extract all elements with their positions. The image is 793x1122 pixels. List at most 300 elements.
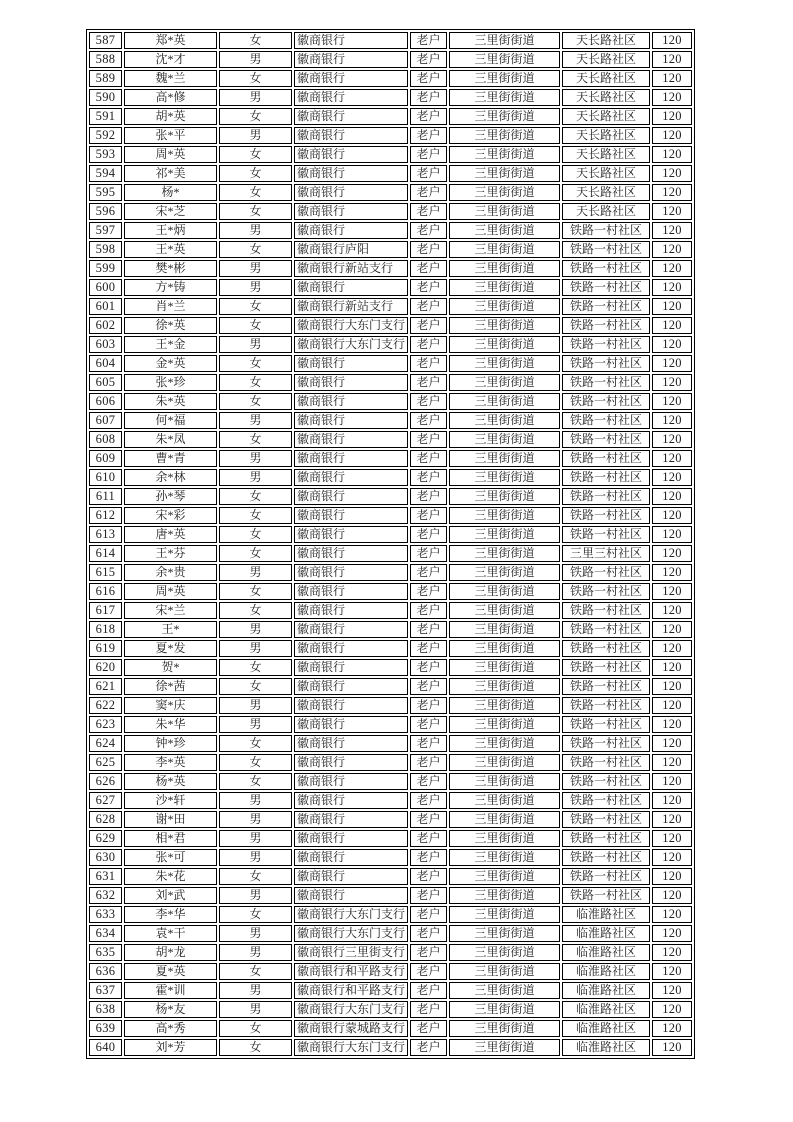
cell-gender: 女 <box>219 298 292 315</box>
cell-bank: 徽商银行 <box>294 355 408 372</box>
cell-account-type: 老户 <box>410 431 447 448</box>
cell-person-name: 沙*轩 <box>124 792 217 809</box>
cell-gender: 女 <box>219 431 292 448</box>
cell-gender: 女 <box>219 1039 292 1056</box>
cell-row-number: 605 <box>89 374 122 391</box>
table-row <box>89 830 692 847</box>
cell-person-name: 周*英 <box>124 146 217 163</box>
cell-community: 铁路一村社区 <box>562 336 650 353</box>
cell-community: 铁路一村社区 <box>562 792 650 809</box>
cell-street: 三里街街道 <box>449 982 560 999</box>
cell-street: 三里街街道 <box>449 716 560 733</box>
cell-person-name: 高*秀 <box>124 1020 217 1037</box>
cell-amount: 120 <box>652 602 692 619</box>
cell-street: 三里街街道 <box>449 602 560 619</box>
cell-person-name: 杨*友 <box>124 1001 217 1018</box>
cell-amount: 120 <box>652 659 692 676</box>
cell-account-type: 老户 <box>410 51 447 68</box>
cell-bank: 徽商银行 <box>294 602 408 619</box>
cell-gender: 女 <box>219 374 292 391</box>
cell-amount: 120 <box>652 640 692 657</box>
cell-row-number: 633 <box>89 906 122 923</box>
cell-amount: 120 <box>652 678 692 695</box>
cell-account-type: 老户 <box>410 507 447 524</box>
table-row <box>89 811 692 828</box>
table-row <box>89 450 692 467</box>
table-row <box>89 70 692 87</box>
cell-gender: 女 <box>219 317 292 334</box>
cell-gender: 男 <box>219 925 292 942</box>
cell-row-number: 601 <box>89 298 122 315</box>
cell-account-type: 老户 <box>410 564 447 581</box>
table-row <box>89 469 692 486</box>
table-row <box>89 374 692 391</box>
cell-person-name: 张*珍 <box>124 374 217 391</box>
cell-street: 三里街街道 <box>449 146 560 163</box>
cell-amount: 120 <box>652 108 692 125</box>
cell-street: 三里街街道 <box>449 925 560 942</box>
cell-amount: 120 <box>652 51 692 68</box>
cell-account-type: 老户 <box>410 640 447 657</box>
cell-account-type: 老户 <box>410 222 447 239</box>
cell-account-type: 老户 <box>410 146 447 163</box>
table-row <box>89 412 692 429</box>
cell-row-number: 638 <box>89 1001 122 1018</box>
cell-gender: 女 <box>219 1020 292 1037</box>
cell-account-type: 老户 <box>410 412 447 429</box>
cell-bank: 徽商银行 <box>294 792 408 809</box>
cell-account-type: 老户 <box>410 165 447 182</box>
cell-bank: 徽商银行 <box>294 697 408 714</box>
cell-community: 铁路一村社区 <box>562 355 650 372</box>
cell-person-name: 刘*芳 <box>124 1039 217 1056</box>
cell-person-name: 朱*华 <box>124 716 217 733</box>
cell-community: 铁路一村社区 <box>562 754 650 771</box>
table-row <box>89 203 692 220</box>
cell-row-number: 626 <box>89 773 122 790</box>
cell-bank: 徽商银行 <box>294 507 408 524</box>
cell-row-number: 596 <box>89 203 122 220</box>
cell-street: 三里街街道 <box>449 32 560 49</box>
cell-community: 天长路社区 <box>562 51 650 68</box>
cell-person-name: 刘*武 <box>124 887 217 904</box>
cell-person-name: 张*平 <box>124 127 217 144</box>
table-row <box>89 51 692 68</box>
cell-gender: 男 <box>219 944 292 961</box>
cell-community: 临淮路社区 <box>562 944 650 961</box>
table-row <box>89 621 692 638</box>
cell-community: 天长路社区 <box>562 89 650 106</box>
cell-gender: 男 <box>219 621 292 638</box>
cell-row-number: 587 <box>89 32 122 49</box>
cell-row-number: 615 <box>89 564 122 581</box>
cell-community: 铁路一村社区 <box>562 526 650 543</box>
cell-gender: 男 <box>219 336 292 353</box>
table-row <box>89 184 692 201</box>
cell-gender: 女 <box>219 678 292 695</box>
cell-row-number: 632 <box>89 887 122 904</box>
cell-bank: 徽商银行 <box>294 773 408 790</box>
cell-person-name: 何*福 <box>124 412 217 429</box>
cell-bank: 徽商银行 <box>294 203 408 220</box>
table-row <box>89 279 692 296</box>
cell-community: 铁路一村社区 <box>562 393 650 410</box>
cell-community: 铁路一村社区 <box>562 697 650 714</box>
cell-gender: 男 <box>219 811 292 828</box>
cell-account-type: 老户 <box>410 450 447 467</box>
cell-person-name: 王* <box>124 621 217 638</box>
cell-street: 三里街街道 <box>449 203 560 220</box>
cell-row-number: 628 <box>89 811 122 828</box>
table-row <box>89 488 692 505</box>
cell-amount: 120 <box>652 488 692 505</box>
cell-bank: 徽商银行 <box>294 51 408 68</box>
cell-community: 铁路一村社区 <box>562 298 650 315</box>
cell-account-type: 老户 <box>410 963 447 980</box>
cell-bank: 徽商银行 <box>294 678 408 695</box>
cell-account-type: 老户 <box>410 792 447 809</box>
cell-account-type: 老户 <box>410 393 447 410</box>
cell-gender: 女 <box>219 754 292 771</box>
cell-street: 三里街街道 <box>449 887 560 904</box>
cell-account-type: 老户 <box>410 621 447 638</box>
cell-account-type: 老户 <box>410 773 447 790</box>
cell-bank: 徽商银行 <box>294 108 408 125</box>
cell-account-type: 老户 <box>410 317 447 334</box>
cell-community: 铁路一村社区 <box>562 450 650 467</box>
cell-bank: 徽商银行 <box>294 716 408 733</box>
cell-gender: 女 <box>219 963 292 980</box>
cell-person-name: 徐*茜 <box>124 678 217 695</box>
cell-account-type: 老户 <box>410 469 447 486</box>
cell-person-name: 朱*凤 <box>124 431 217 448</box>
cell-gender: 男 <box>219 260 292 277</box>
table-row <box>89 716 692 733</box>
cell-amount: 120 <box>652 412 692 429</box>
cell-street: 三里街街道 <box>449 184 560 201</box>
cell-street: 三里街街道 <box>449 697 560 714</box>
cell-community: 天长路社区 <box>562 70 650 87</box>
cell-gender: 女 <box>219 203 292 220</box>
cell-person-name: 胡*英 <box>124 108 217 125</box>
cell-amount: 120 <box>652 184 692 201</box>
cell-person-name: 窦*庆 <box>124 697 217 714</box>
cell-bank: 徽商银行大东门支行 <box>294 1039 408 1056</box>
cell-account-type: 老户 <box>410 336 447 353</box>
cell-street: 三里街街道 <box>449 754 560 771</box>
cell-amount: 120 <box>652 735 692 752</box>
cell-street: 三里街街道 <box>449 564 560 581</box>
cell-community: 铁路一村社区 <box>562 488 650 505</box>
cell-row-number: 599 <box>89 260 122 277</box>
cell-street: 三里街街道 <box>449 640 560 657</box>
table-row <box>89 507 692 524</box>
table-row <box>89 659 692 676</box>
cell-amount: 120 <box>652 317 692 334</box>
cell-row-number: 611 <box>89 488 122 505</box>
cell-street: 三里街街道 <box>449 906 560 923</box>
cell-account-type: 老户 <box>410 203 447 220</box>
cell-amount: 120 <box>652 146 692 163</box>
cell-amount: 120 <box>652 944 692 961</box>
cell-person-name: 王*炳 <box>124 222 217 239</box>
table-row <box>89 108 692 125</box>
cell-account-type: 老户 <box>410 241 447 258</box>
cell-row-number: 614 <box>89 545 122 562</box>
cell-community: 铁路一村社区 <box>562 678 650 695</box>
cell-bank: 徽商银行 <box>294 621 408 638</box>
cell-bank: 徽商银行 <box>294 127 408 144</box>
cell-person-name: 沈*才 <box>124 51 217 68</box>
cell-bank: 徽商银行和平路支行 <box>294 963 408 980</box>
cell-community: 铁路一村社区 <box>562 830 650 847</box>
cell-person-name: 胡*龙 <box>124 944 217 961</box>
table-row <box>89 127 692 144</box>
cell-gender: 女 <box>219 488 292 505</box>
cell-row-number: 636 <box>89 963 122 980</box>
cell-gender: 女 <box>219 241 292 258</box>
cell-street: 三里街街道 <box>449 488 560 505</box>
cell-amount: 120 <box>652 279 692 296</box>
cell-bank: 徽商银行 <box>294 488 408 505</box>
cell-bank: 徽商银行 <box>294 754 408 771</box>
cell-street: 三里街街道 <box>449 393 560 410</box>
cell-row-number: 620 <box>89 659 122 676</box>
cell-account-type: 老户 <box>410 184 447 201</box>
cell-account-type: 老户 <box>410 89 447 106</box>
cell-community: 三里三村社区 <box>562 545 650 562</box>
cell-amount: 120 <box>652 336 692 353</box>
cell-amount: 120 <box>652 868 692 885</box>
cell-account-type: 老户 <box>410 678 447 695</box>
cell-street: 三里街街道 <box>449 792 560 809</box>
cell-amount: 120 <box>652 374 692 391</box>
cell-street: 三里街街道 <box>449 70 560 87</box>
table-row <box>89 868 692 885</box>
cell-amount: 120 <box>652 583 692 600</box>
cell-street: 三里街街道 <box>449 1020 560 1037</box>
cell-street: 三里街街道 <box>449 944 560 961</box>
cell-amount: 120 <box>652 70 692 87</box>
cell-gender: 女 <box>219 602 292 619</box>
cell-street: 三里街街道 <box>449 241 560 258</box>
cell-street: 三里街街道 <box>449 507 560 524</box>
cell-gender: 女 <box>219 906 292 923</box>
cell-street: 三里街街道 <box>449 165 560 182</box>
cell-row-number: 627 <box>89 792 122 809</box>
cell-bank: 徽商银行大东门支行 <box>294 906 408 923</box>
cell-amount: 120 <box>652 1020 692 1037</box>
cell-gender: 男 <box>219 127 292 144</box>
cell-gender: 女 <box>219 583 292 600</box>
cell-gender: 男 <box>219 697 292 714</box>
table-row <box>89 1039 692 1056</box>
cell-row-number: 600 <box>89 279 122 296</box>
cell-account-type: 老户 <box>410 830 447 847</box>
table-row <box>89 564 692 581</box>
cell-row-number: 593 <box>89 146 122 163</box>
cell-person-name: 杨*英 <box>124 773 217 790</box>
cell-row-number: 594 <box>89 165 122 182</box>
table-row <box>89 887 692 904</box>
cell-bank: 徽商银行 <box>294 887 408 904</box>
cell-community: 铁路一村社区 <box>562 222 650 239</box>
cell-bank: 徽商银行大东门支行 <box>294 317 408 334</box>
cell-bank: 徽商银行和平路支行 <box>294 982 408 999</box>
cell-row-number: 640 <box>89 1039 122 1056</box>
cell-person-name: 钟*珍 <box>124 735 217 752</box>
cell-account-type: 老户 <box>410 716 447 733</box>
cell-person-name: 王*芬 <box>124 545 217 562</box>
cell-gender: 男 <box>219 89 292 106</box>
cell-account-type: 老户 <box>410 298 447 315</box>
cell-bank: 徽商银行 <box>294 412 408 429</box>
cell-account-type: 老户 <box>410 925 447 942</box>
cell-gender: 男 <box>219 412 292 429</box>
cell-gender: 女 <box>219 526 292 543</box>
cell-person-name: 宋*芝 <box>124 203 217 220</box>
cell-row-number: 631 <box>89 868 122 885</box>
cell-amount: 120 <box>652 982 692 999</box>
cell-bank: 徽商银行 <box>294 70 408 87</box>
cell-bank: 徽商银行 <box>294 583 408 600</box>
cell-row-number: 623 <box>89 716 122 733</box>
cell-row-number: 604 <box>89 355 122 372</box>
table-row <box>89 1001 692 1018</box>
table-row <box>89 393 692 410</box>
cell-row-number: 609 <box>89 450 122 467</box>
cell-amount: 120 <box>652 564 692 581</box>
cell-gender: 男 <box>219 469 292 486</box>
cell-community: 铁路一村社区 <box>562 431 650 448</box>
cell-bank: 徽商银行 <box>294 431 408 448</box>
cell-account-type: 老户 <box>410 887 447 904</box>
cell-bank: 徽商银行 <box>294 564 408 581</box>
cell-person-name: 李*英 <box>124 754 217 771</box>
cell-gender: 男 <box>219 1001 292 1018</box>
cell-amount: 120 <box>652 260 692 277</box>
cell-row-number: 589 <box>89 70 122 87</box>
cell-account-type: 老户 <box>410 906 447 923</box>
subsidy-roster-table <box>86 29 695 1059</box>
cell-gender: 女 <box>219 735 292 752</box>
cell-row-number: 616 <box>89 583 122 600</box>
cell-account-type: 老户 <box>410 697 447 714</box>
cell-amount: 120 <box>652 127 692 144</box>
cell-row-number: 639 <box>89 1020 122 1037</box>
cell-amount: 120 <box>652 165 692 182</box>
cell-street: 三里街街道 <box>449 279 560 296</box>
cell-gender: 女 <box>219 507 292 524</box>
cell-bank: 徽商银行 <box>294 374 408 391</box>
cell-bank: 徽商银行 <box>294 32 408 49</box>
cell-row-number: 591 <box>89 108 122 125</box>
table-row <box>89 431 692 448</box>
table-row <box>89 906 692 923</box>
cell-row-number: 629 <box>89 830 122 847</box>
cell-row-number: 618 <box>89 621 122 638</box>
cell-amount: 120 <box>652 298 692 315</box>
cell-community: 铁路一村社区 <box>562 640 650 657</box>
cell-community: 铁路一村社区 <box>562 260 650 277</box>
cell-bank: 徽商银行 <box>294 222 408 239</box>
cell-street: 三里街街道 <box>449 355 560 372</box>
cell-person-name: 樊*彬 <box>124 260 217 277</box>
cell-row-number: 602 <box>89 317 122 334</box>
cell-community: 天长路社区 <box>562 203 650 220</box>
cell-amount: 120 <box>652 1001 692 1018</box>
table-row <box>89 1020 692 1037</box>
cell-account-type: 老户 <box>410 70 447 87</box>
cell-bank: 徽商银行大东门支行 <box>294 925 408 942</box>
cell-amount: 120 <box>652 621 692 638</box>
cell-amount: 120 <box>652 355 692 372</box>
cell-street: 三里街街道 <box>449 773 560 790</box>
cell-street: 三里街街道 <box>449 526 560 543</box>
cell-account-type: 老户 <box>410 659 447 676</box>
cell-street: 三里街街道 <box>449 431 560 448</box>
cell-street: 三里街街道 <box>449 260 560 277</box>
cell-street: 三里街街道 <box>449 678 560 695</box>
cell-person-name: 谢*田 <box>124 811 217 828</box>
cell-bank: 徽商银行庐阳 <box>294 241 408 258</box>
cell-community: 天长路社区 <box>562 127 650 144</box>
cell-row-number: 592 <box>89 127 122 144</box>
cell-person-name: 魏*兰 <box>124 70 217 87</box>
cell-amount: 120 <box>652 773 692 790</box>
cell-account-type: 老户 <box>410 944 447 961</box>
cell-street: 三里街街道 <box>449 298 560 315</box>
cell-row-number: 612 <box>89 507 122 524</box>
table-row <box>89 678 692 695</box>
cell-person-name: 肖*兰 <box>124 298 217 315</box>
cell-person-name: 李*华 <box>124 906 217 923</box>
cell-bank: 徽商银行 <box>294 659 408 676</box>
cell-gender: 女 <box>219 545 292 562</box>
cell-person-name: 朱*英 <box>124 393 217 410</box>
cell-gender: 男 <box>219 51 292 68</box>
cell-amount: 120 <box>652 222 692 239</box>
cell-account-type: 老户 <box>410 526 447 543</box>
table-row <box>89 773 692 790</box>
cell-gender: 男 <box>219 716 292 733</box>
cell-street: 三里街街道 <box>449 374 560 391</box>
cell-person-name: 余*贵 <box>124 564 217 581</box>
cell-amount: 120 <box>652 545 692 562</box>
table-row <box>89 925 692 942</box>
cell-account-type: 老户 <box>410 849 447 866</box>
cell-community: 铁路一村社区 <box>562 279 650 296</box>
cell-community: 铁路一村社区 <box>562 621 650 638</box>
cell-person-name: 王*英 <box>124 241 217 258</box>
cell-community: 临淮路社区 <box>562 1039 650 1056</box>
cell-community: 铁路一村社区 <box>562 507 650 524</box>
cell-row-number: 617 <box>89 602 122 619</box>
cell-bank: 徽商银行新站支行 <box>294 260 408 277</box>
cell-street: 三里街街道 <box>449 89 560 106</box>
cell-gender: 女 <box>219 393 292 410</box>
cell-street: 三里街街道 <box>449 1039 560 1056</box>
cell-bank: 徽商银行新站支行 <box>294 298 408 315</box>
cell-account-type: 老户 <box>410 602 447 619</box>
cell-street: 三里街街道 <box>449 621 560 638</box>
cell-person-name: 朱*花 <box>124 868 217 885</box>
cell-street: 三里街街道 <box>449 317 560 334</box>
table-row <box>89 526 692 543</box>
cell-account-type: 老户 <box>410 374 447 391</box>
cell-amount: 120 <box>652 925 692 942</box>
cell-amount: 120 <box>652 89 692 106</box>
